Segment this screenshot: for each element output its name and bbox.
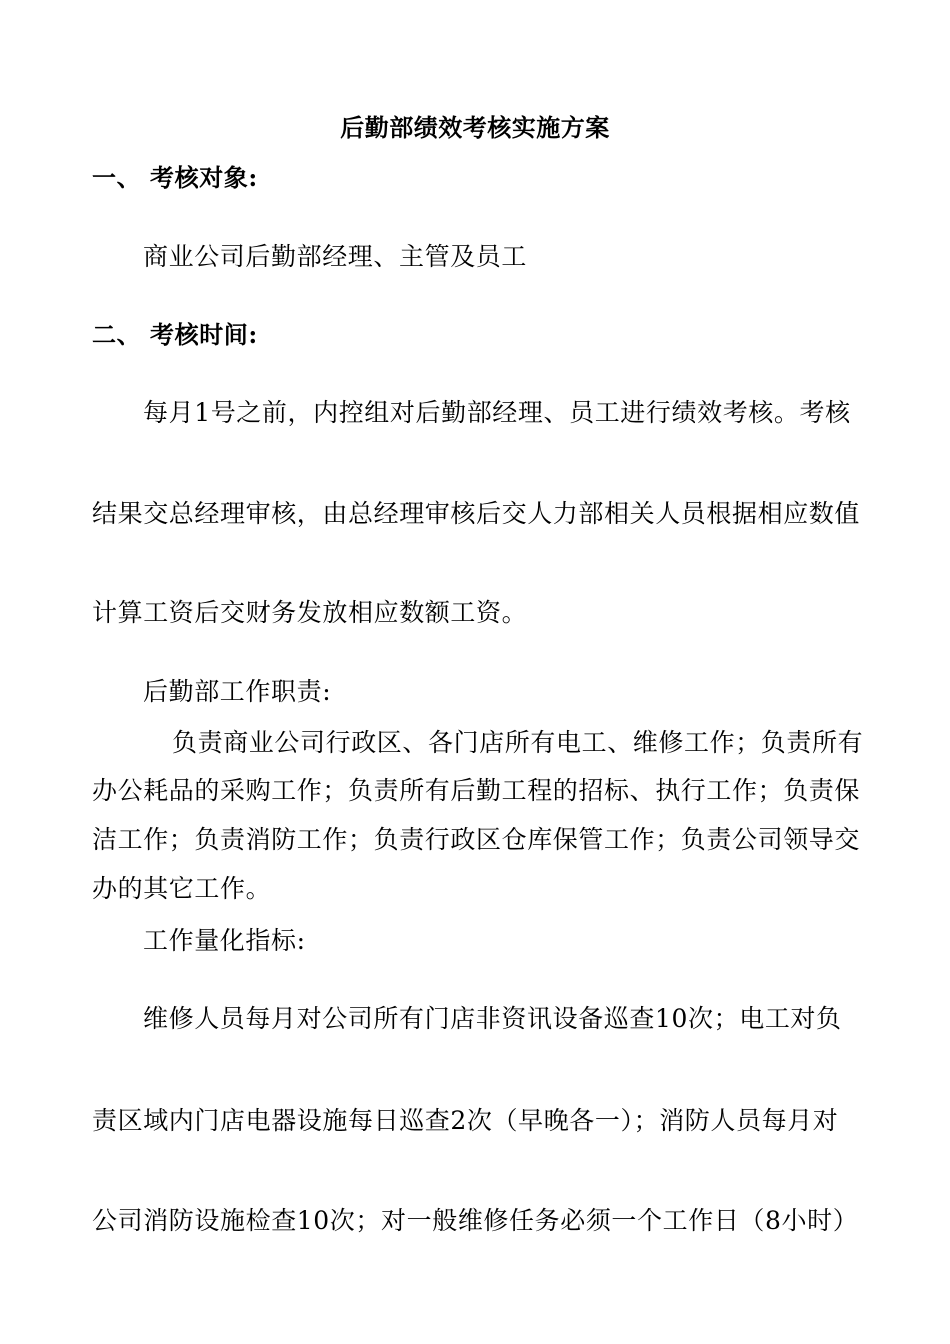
section-2-body-line: 每月1号之前，内控组对后勤部经理、员工进行绩效考核。考核	[143, 398, 851, 427]
section-heading-text: 考核时间:	[150, 320, 258, 349]
duties-line: 洁工作；负责消防工作；负责行政区仓库保管工作；负责公司领导交	[92, 825, 861, 854]
section-1-body-line: 商业公司后勤部经理、主管及员工	[143, 242, 528, 271]
metrics-line: 维修人员每月对公司所有门店非资讯设备巡查10次；电工对负	[143, 1004, 842, 1033]
section-heading-1	[92, 163, 258, 193]
metrics-line: 责区域内门店电器设施每日巡查2次（早晚各一）；消防人员每月对	[92, 1106, 839, 1135]
section-2-body-line: 结果交总经理审核，由总经理审核后交人力部相关人员根据相应数值	[92, 499, 861, 528]
document-title: 后勤部绩效考核实施方案	[340, 113, 610, 142]
section-heading-2	[92, 320, 258, 350]
metrics-line: 公司消防设施检查10次；对一般维修任务必须一个工作日（8小时）	[92, 1206, 859, 1235]
section-heading-text: 考核对象:	[150, 163, 258, 192]
section-number: 一、	[92, 163, 142, 192]
duties-line: 负责商业公司行政区、各门店所有电工、维修工作；负责所有	[172, 728, 864, 757]
metrics-label: 工作量化指标:	[143, 926, 306, 955]
section-2-body-line: 计算工资后交财务发放相应数额工资。	[92, 598, 528, 627]
duties-line: 办的其它工作。	[92, 874, 272, 903]
duties-line: 办公耗品的采购工作；负责所有后勤工程的招标、执行工作；负责保	[92, 776, 861, 805]
duties-label: 后勤部工作职责:	[143, 677, 332, 706]
section-number: 二、	[92, 320, 142, 349]
